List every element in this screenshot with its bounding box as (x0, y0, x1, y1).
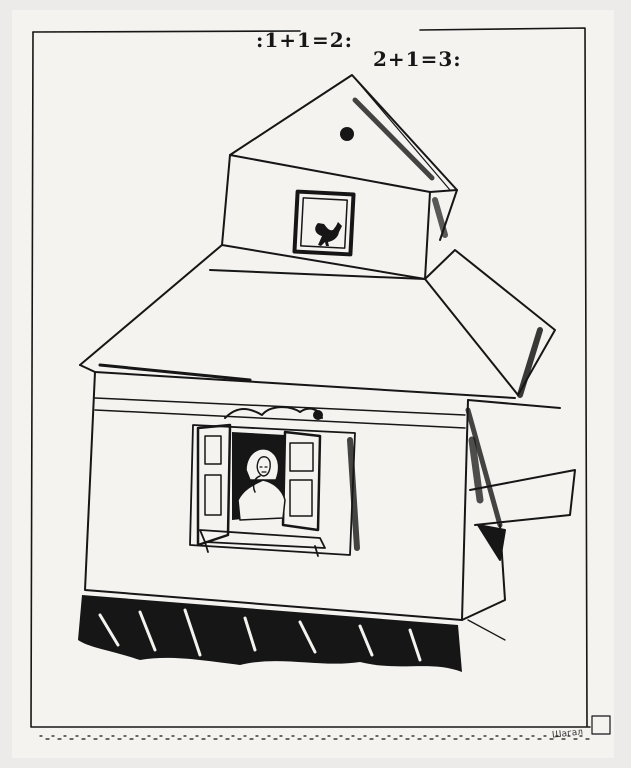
left-shutter (198, 425, 230, 545)
equation-one-plus-one: :1+1=2: (256, 28, 354, 52)
artist-signature: Шагал (551, 727, 584, 741)
attic-window (294, 192, 353, 255)
rooster-icon (315, 222, 342, 246)
attic-round-window (340, 127, 354, 141)
corner-mark (592, 716, 610, 734)
right-shutter (283, 432, 320, 530)
equation-two-plus-one: 2+1=3: (373, 47, 462, 71)
house-body (85, 372, 575, 640)
foundation-shadow (78, 595, 462, 672)
main-window (190, 425, 357, 556)
dotted-border (40, 736, 590, 739)
main-roof (80, 245, 555, 398)
